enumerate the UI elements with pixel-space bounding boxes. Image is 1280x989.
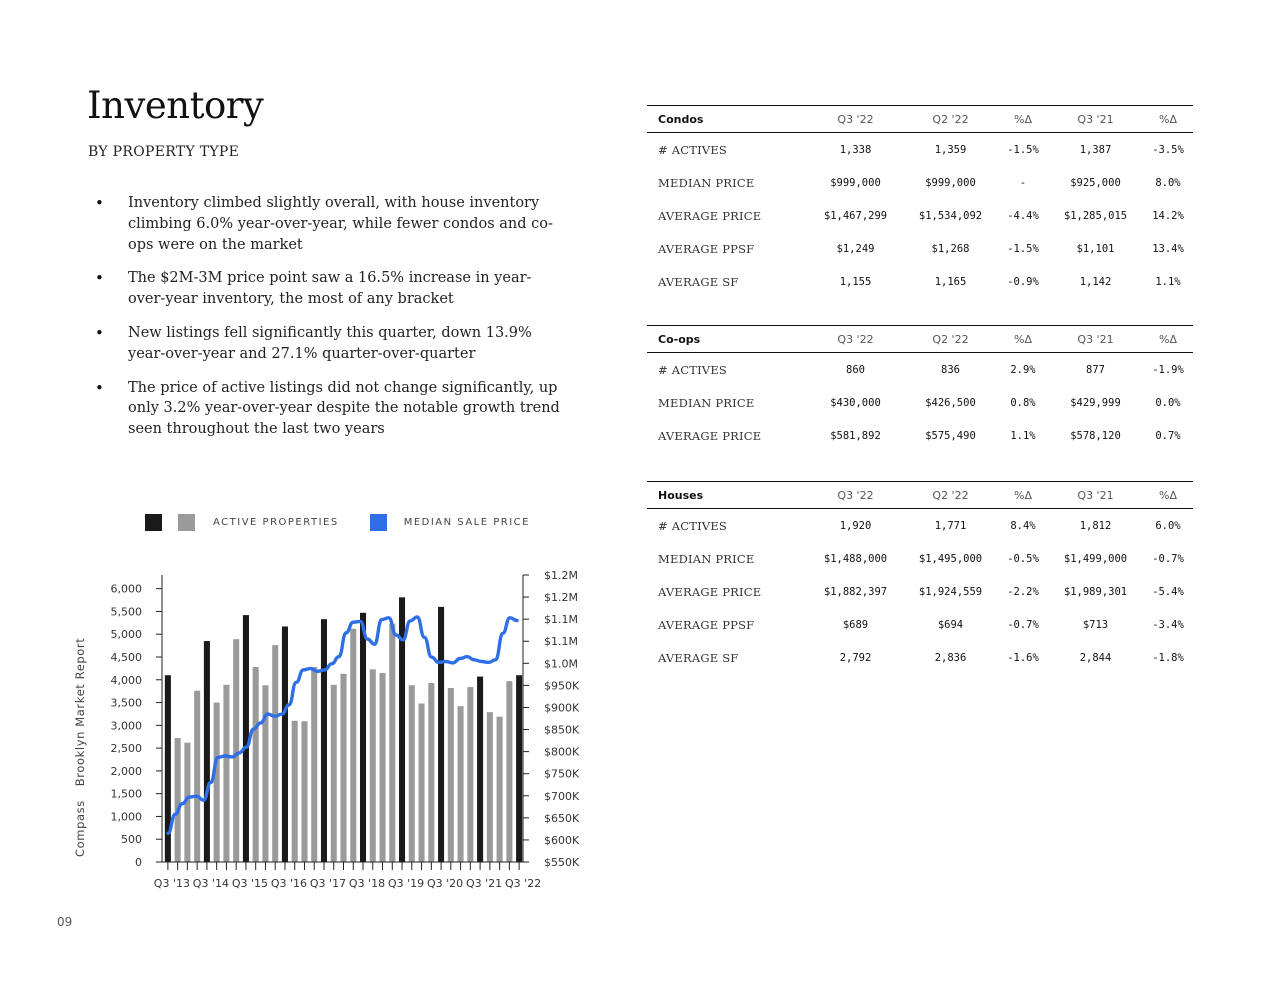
right-axis-tick-label: $1.1M: [544, 613, 578, 627]
active-properties-bar: [204, 641, 210, 862]
active-properties-bar: [516, 675, 522, 862]
x-axis-tick-label: Q3 '17: [309, 877, 347, 890]
table-row: [647, 641, 1193, 674]
table-condos: [647, 105, 1193, 298]
table-cell: -1.6%: [1007, 651, 1039, 664]
table-cell: 2.9%: [1010, 363, 1036, 376]
table-row: [647, 608, 1193, 641]
active-properties-bar: [301, 721, 307, 862]
table-cell: -1.9%: [1152, 363, 1184, 376]
right-axis-tick-label: $950K: [544, 679, 580, 693]
active-properties-bar: [262, 685, 268, 862]
table-cell: $999,000: [830, 176, 881, 189]
row-label: MEDIAN PRICE: [658, 175, 755, 190]
column-header: Q2 '22: [903, 482, 998, 509]
table-title: Houses: [647, 482, 808, 509]
left-axis-tick-label: 5,000: [110, 628, 142, 642]
table-cell: -0.7%: [1152, 552, 1184, 565]
table-cell: -0.9%: [1007, 275, 1039, 288]
x-axis-tick-label: Q3 '21: [466, 877, 503, 890]
table-row: [647, 199, 1193, 232]
table-cell: 836: [941, 363, 960, 376]
table-cell: 1,920: [839, 519, 872, 532]
table-cell: $430,000: [830, 396, 881, 409]
legend-label-median: MEDIAN SALE PRICE: [403, 516, 530, 528]
table-title: Co-ops: [647, 326, 808, 353]
table-cell: 0.7%: [1155, 429, 1181, 442]
column-header: Q3 '22: [808, 326, 903, 353]
right-axis-tick-label: $650K: [544, 811, 580, 825]
active-properties-bar: [370, 669, 376, 862]
table-cell: $1,467,299: [823, 209, 888, 222]
active-properties-bar: [175, 738, 181, 862]
row-label: AVERAGE PRICE: [658, 208, 762, 223]
bullet-item: • The price of active listings did not change significantly, up only 3.2% year-over-year despite the notable growth trend seen throughout the last two years: [95, 378, 565, 440]
x-axis-tick-label: Q3 '16: [270, 877, 308, 890]
row-label: # ACTIVES: [658, 518, 727, 533]
table-cell: $1,495,000: [918, 552, 983, 565]
table-row: [647, 542, 1193, 575]
table-row: [647, 133, 1193, 167]
table-cell: $1,924,559: [918, 585, 983, 598]
right-axis-tick-label: $800K: [544, 745, 580, 759]
row-label: AVERAGE PRICE: [658, 428, 762, 443]
table-cell: 6.0%: [1155, 519, 1181, 532]
page-title: Inventory: [87, 84, 264, 127]
active-properties-bar: [497, 717, 503, 862]
table-cell: $1,101: [1076, 242, 1115, 255]
active-properties-bar: [194, 691, 200, 862]
table-cell: $426,500: [925, 396, 976, 409]
active-properties-bar: [282, 626, 288, 862]
table-cell: $1,499,000: [1063, 552, 1128, 565]
table-cell: 1,812: [1079, 519, 1112, 532]
active-properties-bar: [311, 667, 317, 862]
right-axis-tick-label: $900K: [544, 701, 580, 715]
right-axis-tick-label: $1.1M: [544, 635, 578, 649]
table-cell: 1,142: [1079, 275, 1112, 288]
brand-label: Compass: [73, 800, 87, 857]
table-cell: -2.2%: [1007, 585, 1039, 598]
bullet-item: • The $2M-3M price point saw a 16.5% increase in year-over-year inventory, the most of any bracket: [95, 268, 565, 310]
table-row: [647, 386, 1193, 419]
left-axis-tick-label: 3,500: [110, 696, 142, 710]
left-axis-tick-label: 1,000: [110, 810, 142, 824]
left-axis-tick-label: 5,500: [110, 605, 142, 619]
x-axis-tick-label: Q3 '13: [153, 877, 190, 890]
table-cell: $925,000: [1070, 176, 1121, 189]
table-cell: 8.4%: [1010, 519, 1036, 532]
row-label: AVERAGE SF: [658, 274, 739, 289]
table-cell: 1,338: [839, 143, 872, 156]
active-properties-bar: [292, 721, 298, 862]
active-properties-bar: [448, 688, 454, 862]
x-axis-tick-label: Q3 '15: [231, 877, 269, 890]
row-label: # ACTIVES: [658, 142, 727, 157]
row-label: AVERAGE PRICE: [658, 584, 762, 599]
table-cell: 1,155: [839, 275, 872, 288]
left-axis-tick-label: 1,500: [110, 787, 142, 801]
table-cell: $713: [1082, 618, 1109, 631]
table-cell: -1.8%: [1152, 651, 1184, 664]
table-row: [647, 353, 1193, 387]
table-cell: $581,892: [830, 429, 881, 442]
active-properties-bar: [409, 685, 415, 862]
row-label: AVERAGE PPSF: [658, 617, 755, 632]
table-cell: -1.5%: [1007, 143, 1039, 156]
active-properties-bar: [340, 674, 346, 862]
row-label: MEDIAN PRICE: [658, 551, 755, 566]
table-cell: 8.0%: [1155, 176, 1181, 189]
active-properties-bar: [243, 615, 249, 862]
bullet-item: • New listings fell significantly this quarter, down 13.9% year-over-year and 27.1% quarter-over-quarter: [95, 323, 565, 365]
table-cell: 1.1%: [1010, 429, 1036, 442]
active-properties-bar: [477, 677, 483, 862]
left-axis-tick-label: 2,500: [110, 742, 142, 756]
active-properties-bar: [487, 712, 493, 862]
row-label: # ACTIVES: [658, 362, 727, 377]
table-cell: 1,387: [1079, 143, 1112, 156]
right-axis-tick-label: $850K: [544, 723, 580, 737]
row-label: AVERAGE PPSF: [658, 241, 755, 256]
active-properties-bar: [214, 703, 220, 862]
right-axis-tick-label: $1.0M: [544, 657, 578, 671]
table-cell: $578,120: [1070, 429, 1121, 442]
table-cell: -3.4%: [1152, 618, 1184, 631]
table-cell: 14.2%: [1152, 209, 1184, 222]
table-cell: 0.0%: [1155, 396, 1181, 409]
table-cell: $999,000: [925, 176, 976, 189]
active-properties-bar: [253, 667, 259, 862]
report-label: Brooklyn Market Report: [73, 637, 87, 787]
table-row: [647, 265, 1193, 298]
table-cell: 1,165: [934, 275, 967, 288]
column-header: Q2 '22: [903, 326, 998, 353]
column-header: %Δ: [998, 482, 1048, 509]
active-properties-bar: [321, 619, 327, 862]
left-axis-tick-label: 4,500: [110, 651, 142, 664]
table-cell: $575,490: [925, 429, 976, 442]
column-header: %Δ: [998, 106, 1048, 133]
active-properties-bar: [506, 681, 512, 862]
table-cell: 2,792: [839, 651, 872, 664]
column-header: Q3 '22: [808, 482, 903, 509]
column-header: %Δ: [1143, 482, 1193, 509]
table-cell: -0.7%: [1007, 618, 1039, 631]
right-axis-tick-label: $1.2M: [544, 569, 578, 582]
active-properties-bar: [467, 687, 473, 862]
active-properties-bar: [428, 683, 434, 862]
table-co-ops: [647, 325, 1193, 452]
bullet-item: • Inventory climbed slightly overall, with house inventory climbing 6.0% year-over-year, while fewer condos and co-ops were on the market: [95, 193, 565, 255]
active-properties-bar: [331, 685, 337, 862]
table-cell: $1,249: [836, 242, 875, 255]
column-header: Q3 '21: [1048, 482, 1143, 509]
column-header: Q3 '21: [1048, 326, 1143, 353]
table-cell: 1.1%: [1155, 275, 1181, 288]
table-cell: $429,999: [1070, 396, 1121, 409]
left-axis-tick-label: 6,000: [110, 582, 142, 596]
right-axis-tick-label: $700K: [544, 789, 580, 803]
active-properties-bar: [272, 645, 278, 862]
table-cell: $1,882,397: [823, 585, 888, 598]
table-cell: $689: [842, 618, 869, 631]
table-cell: -1.5%: [1007, 242, 1039, 255]
table-cell: 1,359: [934, 143, 967, 156]
active-properties-bar: [233, 639, 239, 862]
active-properties-bar: [223, 685, 229, 862]
table-cell: -3.5%: [1152, 143, 1184, 156]
right-axis-tick-label: $750K: [544, 767, 580, 781]
table-cell: $1,285,015: [1063, 209, 1128, 222]
table-cell: 2,844: [1079, 651, 1112, 664]
active-properties-bar: [458, 706, 464, 862]
x-axis-tick-label: Q3 '19: [387, 877, 425, 890]
right-axis-tick-label: $600K: [544, 833, 580, 847]
active-properties-bar: [360, 613, 366, 862]
table-cell: $1,488,000: [823, 552, 888, 565]
column-header: Q3 '22: [808, 106, 903, 133]
column-header: Q3 '21: [1048, 106, 1143, 133]
table-cell: 2,836: [934, 651, 967, 664]
active-properties-bar: [419, 703, 425, 862]
table-row: [647, 575, 1193, 608]
table-header-row: [647, 482, 1193, 509]
x-axis-tick-label: Q3 '22: [505, 877, 542, 890]
left-axis-tick-label: 500: [121, 833, 142, 847]
table-cell: -5.4%: [1152, 585, 1184, 598]
right-axis-tick-label: $550K: [544, 856, 580, 869]
legend-label-active: ACTIVE PROPERTIES: [213, 516, 339, 528]
table-cell: -0.5%: [1007, 552, 1039, 565]
x-axis-tick-label: Q3 '18: [348, 877, 386, 890]
active-properties-bar: [438, 607, 444, 862]
column-header: %Δ: [1143, 106, 1193, 133]
active-properties-bar: [350, 629, 356, 862]
table-cell: -: [1019, 176, 1027, 189]
table-cell: $1,534,092: [918, 209, 983, 222]
page-subtitle: BY PROPERTY TYPE: [88, 144, 240, 160]
table-header-row: [647, 106, 1193, 133]
left-axis-tick-label: 0: [135, 856, 142, 869]
table-cell: 877: [1086, 363, 1105, 376]
table-row: [647, 419, 1193, 452]
x-axis-tick-label: Q3 '14: [192, 877, 229, 890]
column-header: %Δ: [998, 326, 1048, 353]
table-cell: 1,771: [934, 519, 967, 532]
left-axis-tick-label: 3,000: [110, 719, 142, 733]
row-label: AVERAGE SF: [658, 650, 739, 665]
table-row: [647, 509, 1193, 543]
table-houses: [647, 481, 1193, 674]
x-axis-tick-label: Q3 '20: [426, 877, 464, 890]
active-properties-bar: [389, 624, 395, 862]
left-axis-tick-label: 2,000: [110, 764, 142, 778]
left-axis-tick-label: 4,000: [110, 673, 142, 687]
active-properties-bar: [380, 673, 386, 862]
right-axis-tick-label: $1.2M: [544, 591, 578, 605]
table-cell: 0.8%: [1010, 396, 1036, 409]
row-label: MEDIAN PRICE: [658, 395, 755, 410]
table-cell: $694: [937, 618, 964, 631]
table-cell: -4.4%: [1007, 209, 1039, 222]
table-cell: $1,268: [931, 242, 970, 255]
column-header: %Δ: [1143, 326, 1193, 353]
table-row: [647, 166, 1193, 199]
table-cell: 13.4%: [1152, 242, 1184, 255]
table-cell: $1,989,301: [1063, 585, 1128, 598]
table-header-row: [647, 326, 1193, 353]
table-title: Condos: [647, 106, 808, 133]
table-row: [647, 232, 1193, 265]
column-header: Q2 '22: [903, 106, 998, 133]
table-cell: 860: [846, 363, 865, 376]
page-number: 09: [57, 915, 73, 929]
